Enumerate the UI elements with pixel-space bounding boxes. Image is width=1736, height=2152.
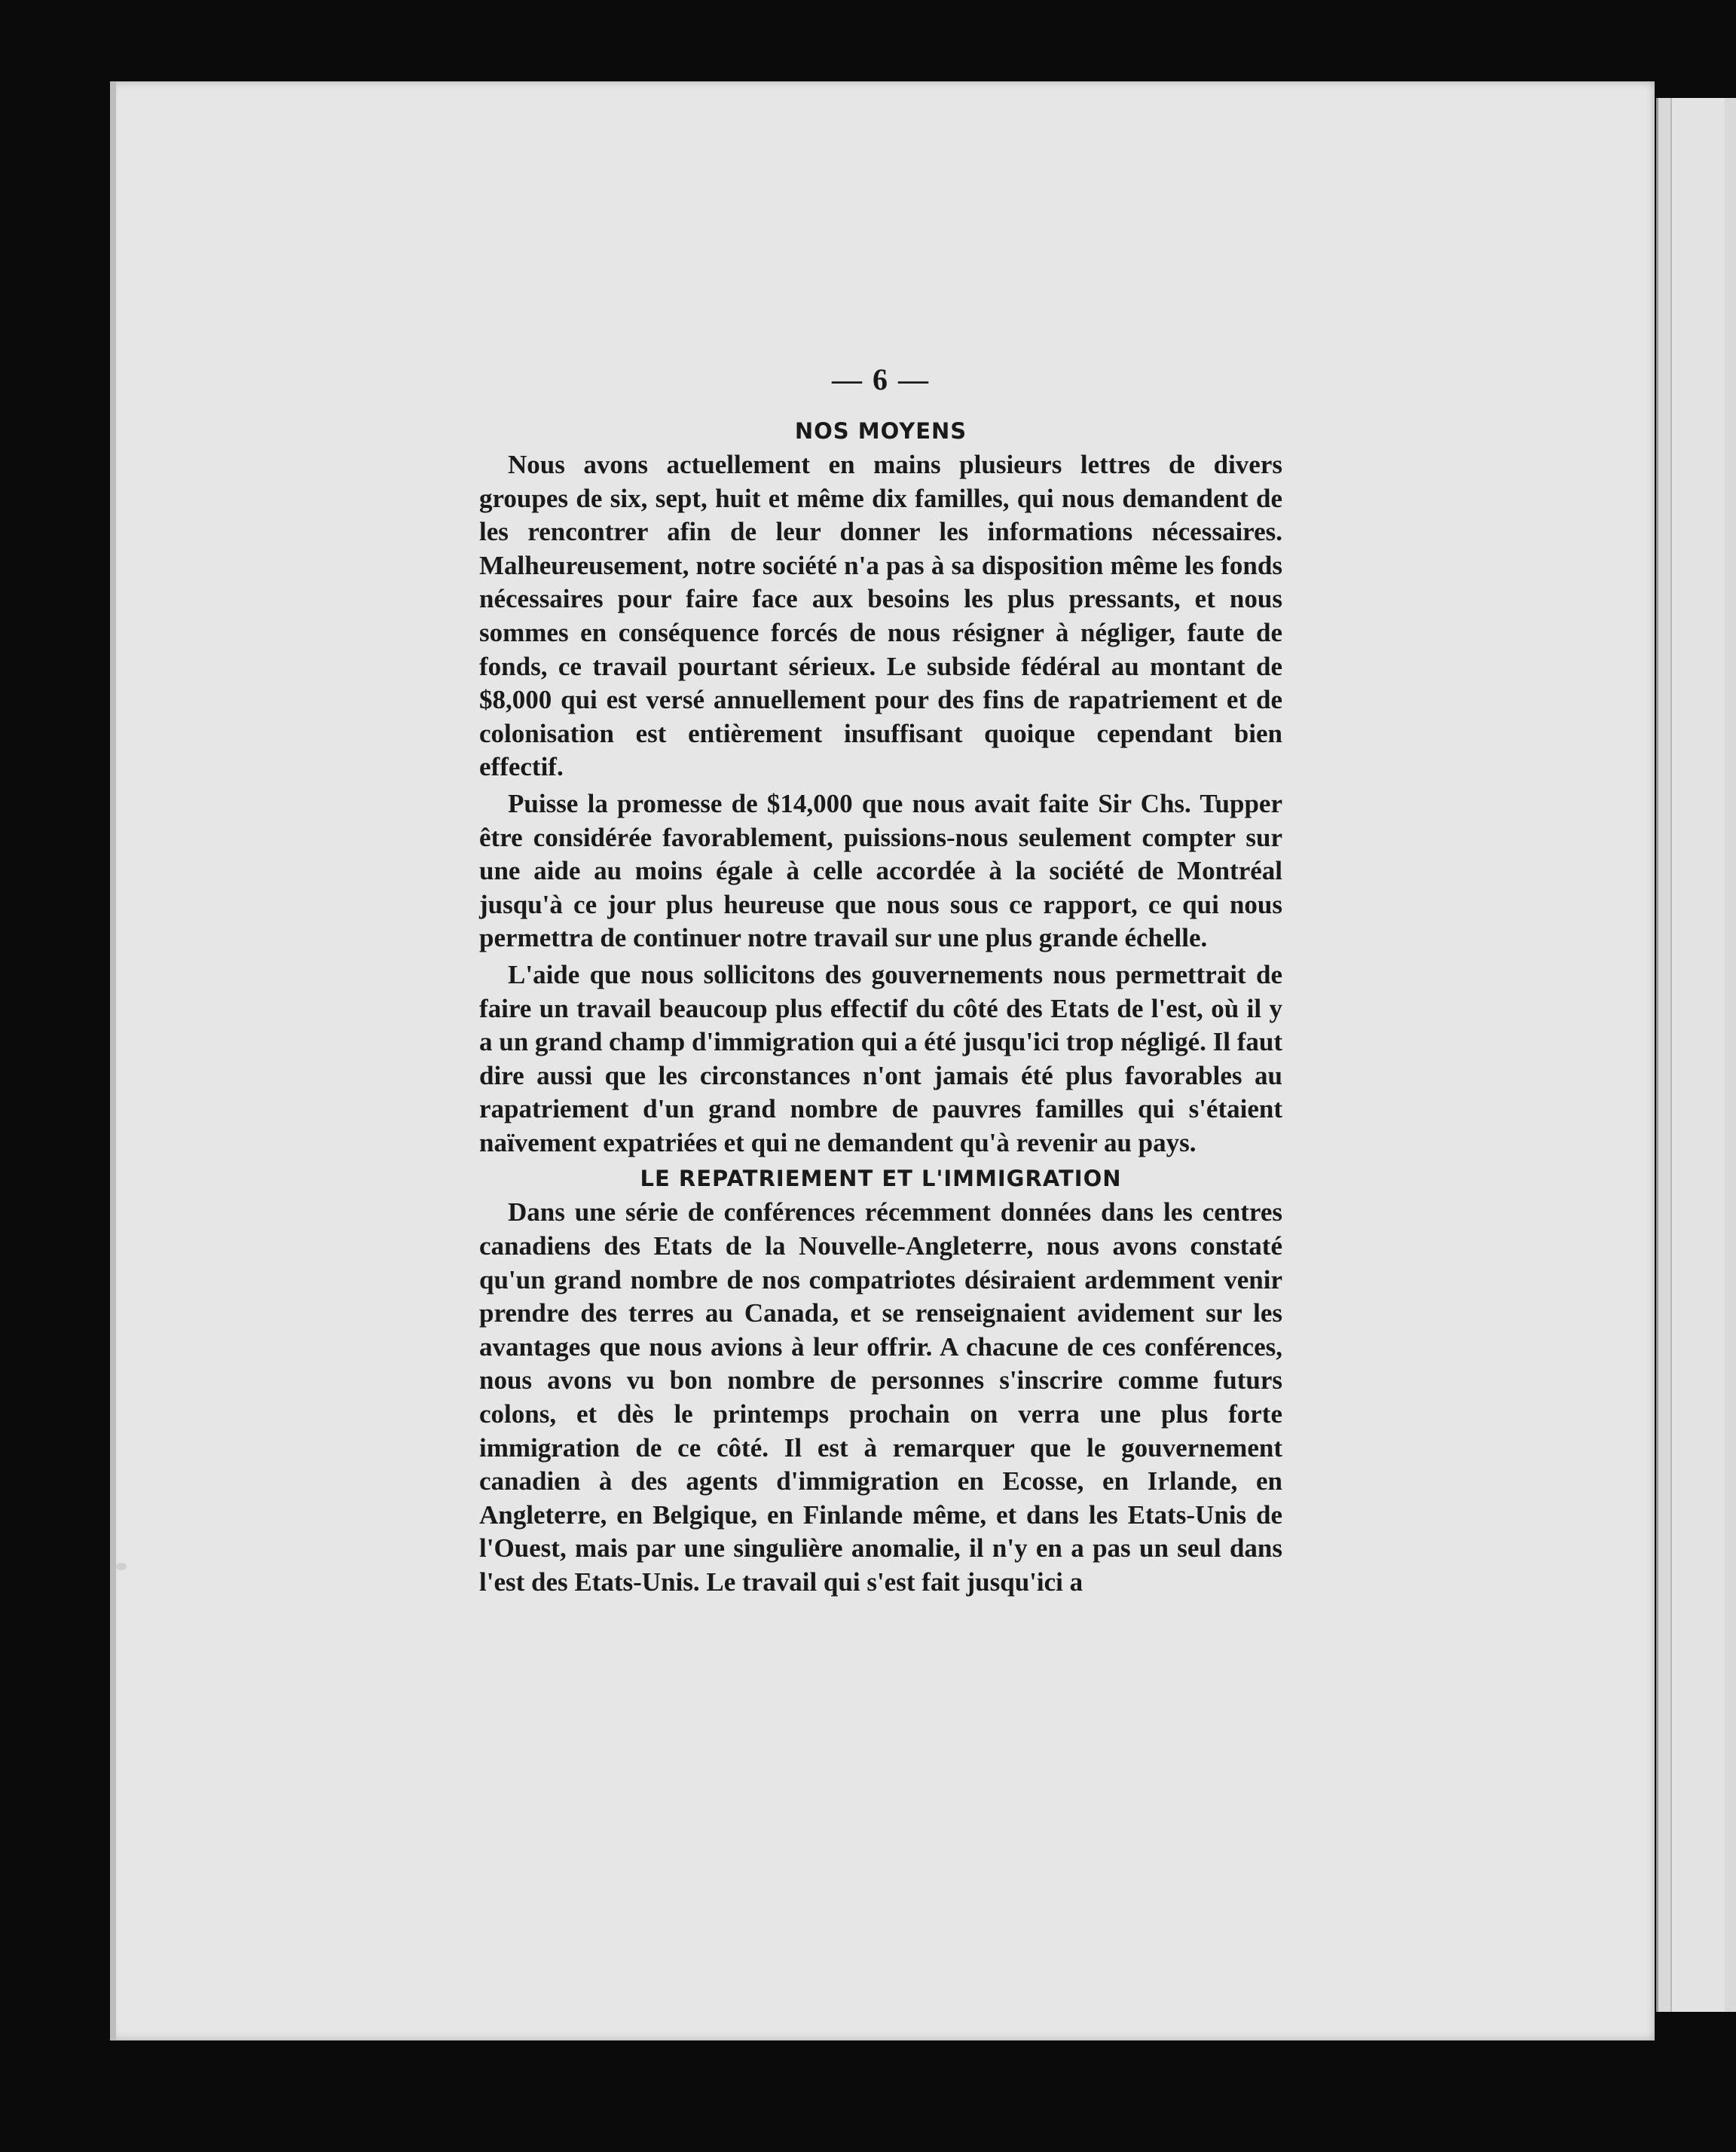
paragraph: L'aide que nous sollicitons des gouvernements nous permettrait de faire un travail beaucoup plus effectif du côté des Etats de l'est, où il y a un grand champ d'immigration qui a été jusqu'ici trop négligé. Il faut dire aussi que les circonstances n'ont jamais été plus favorables au rapatriement d'un grand nombre de pauvres familles qui s'étaient naïvement expatriées et qui ne demandent qu'à revenir au pays. (479, 959, 1282, 1157)
section-heading-nos-moyens: NOS MOYENS (794, 418, 967, 444)
paragraph: Dans une série de conférences récemment données dans les centres canadiens des Etats de la Nouvelle-Angleterre, nous avons constaté qu'un grand nombre de nos compatriotes désiraient ardemment venir prendre des terres au Canada, et se renseignaient avidement sur les avantages que nous avions à leur offrir. A chacune de ces conférences, nous avons vu bon nombre de personnes s'inscrire comme futurs colons, et dès le printemps prochain on verra une plus forte immigration de ce côté. Il est à remarquer que le gouvernement canadien à des agents d'immigration en Ecosse, en Irlande, en Angleterre, en Belgique, en Finlande même, et dans les Etats-Unis de l'Ouest, mais par une singulière anomalie, il n'y en a pas un seul dans l'est des Etats-Unis. Le travail qui s'est fait jusqu'ici a (479, 1197, 1282, 1597)
paragraph: Nous avons actuellement en mains plusieurs lettres de divers groupes de six, sept, huit et même dix familles, qui nous demandent de les rencontrer afin de leur donner les informations nécessaires. Malheureusement, notre société n'a pas à sa disposition même les fonds nécessaires pour faire face aux besoins les plus pressants, et nous sommes en conséquence forcés de nous résigner à négliger, faute de fonds, ce travail pourtant sérieux. Le subside fédéral au montant de $8,000 qui est versé annuellement pour des fins de rapatriement et de colonisation est entièrement insuffisant quoique cependant bien effectif. (479, 450, 1282, 782)
paragraph: Puisse la promesse de $14,000 que nous avait faite Sir Chs. Tupper être considérée favorablement, puissions-nous seulement compter sur une aide au moins égale à celle accordée à la société de Montréal jusqu'à ce jour plus heureuse que nous sous ce rapport, ce qui nous permettra de continuer notre travail sur une plus grande échelle. (479, 788, 1282, 953)
adjacent-page-edge (1656, 98, 1736, 2012)
adjacent-page-inner (1670, 98, 1725, 2012)
page-number: — 6 — (832, 362, 930, 396)
scan-speck (116, 1563, 127, 1570)
page-text (479, 362, 1282, 1600)
page-edge (110, 81, 116, 2040)
section-heading-repatriement: LE REPATRIEMENT ET L'IMMIGRATION (640, 1166, 1122, 1192)
